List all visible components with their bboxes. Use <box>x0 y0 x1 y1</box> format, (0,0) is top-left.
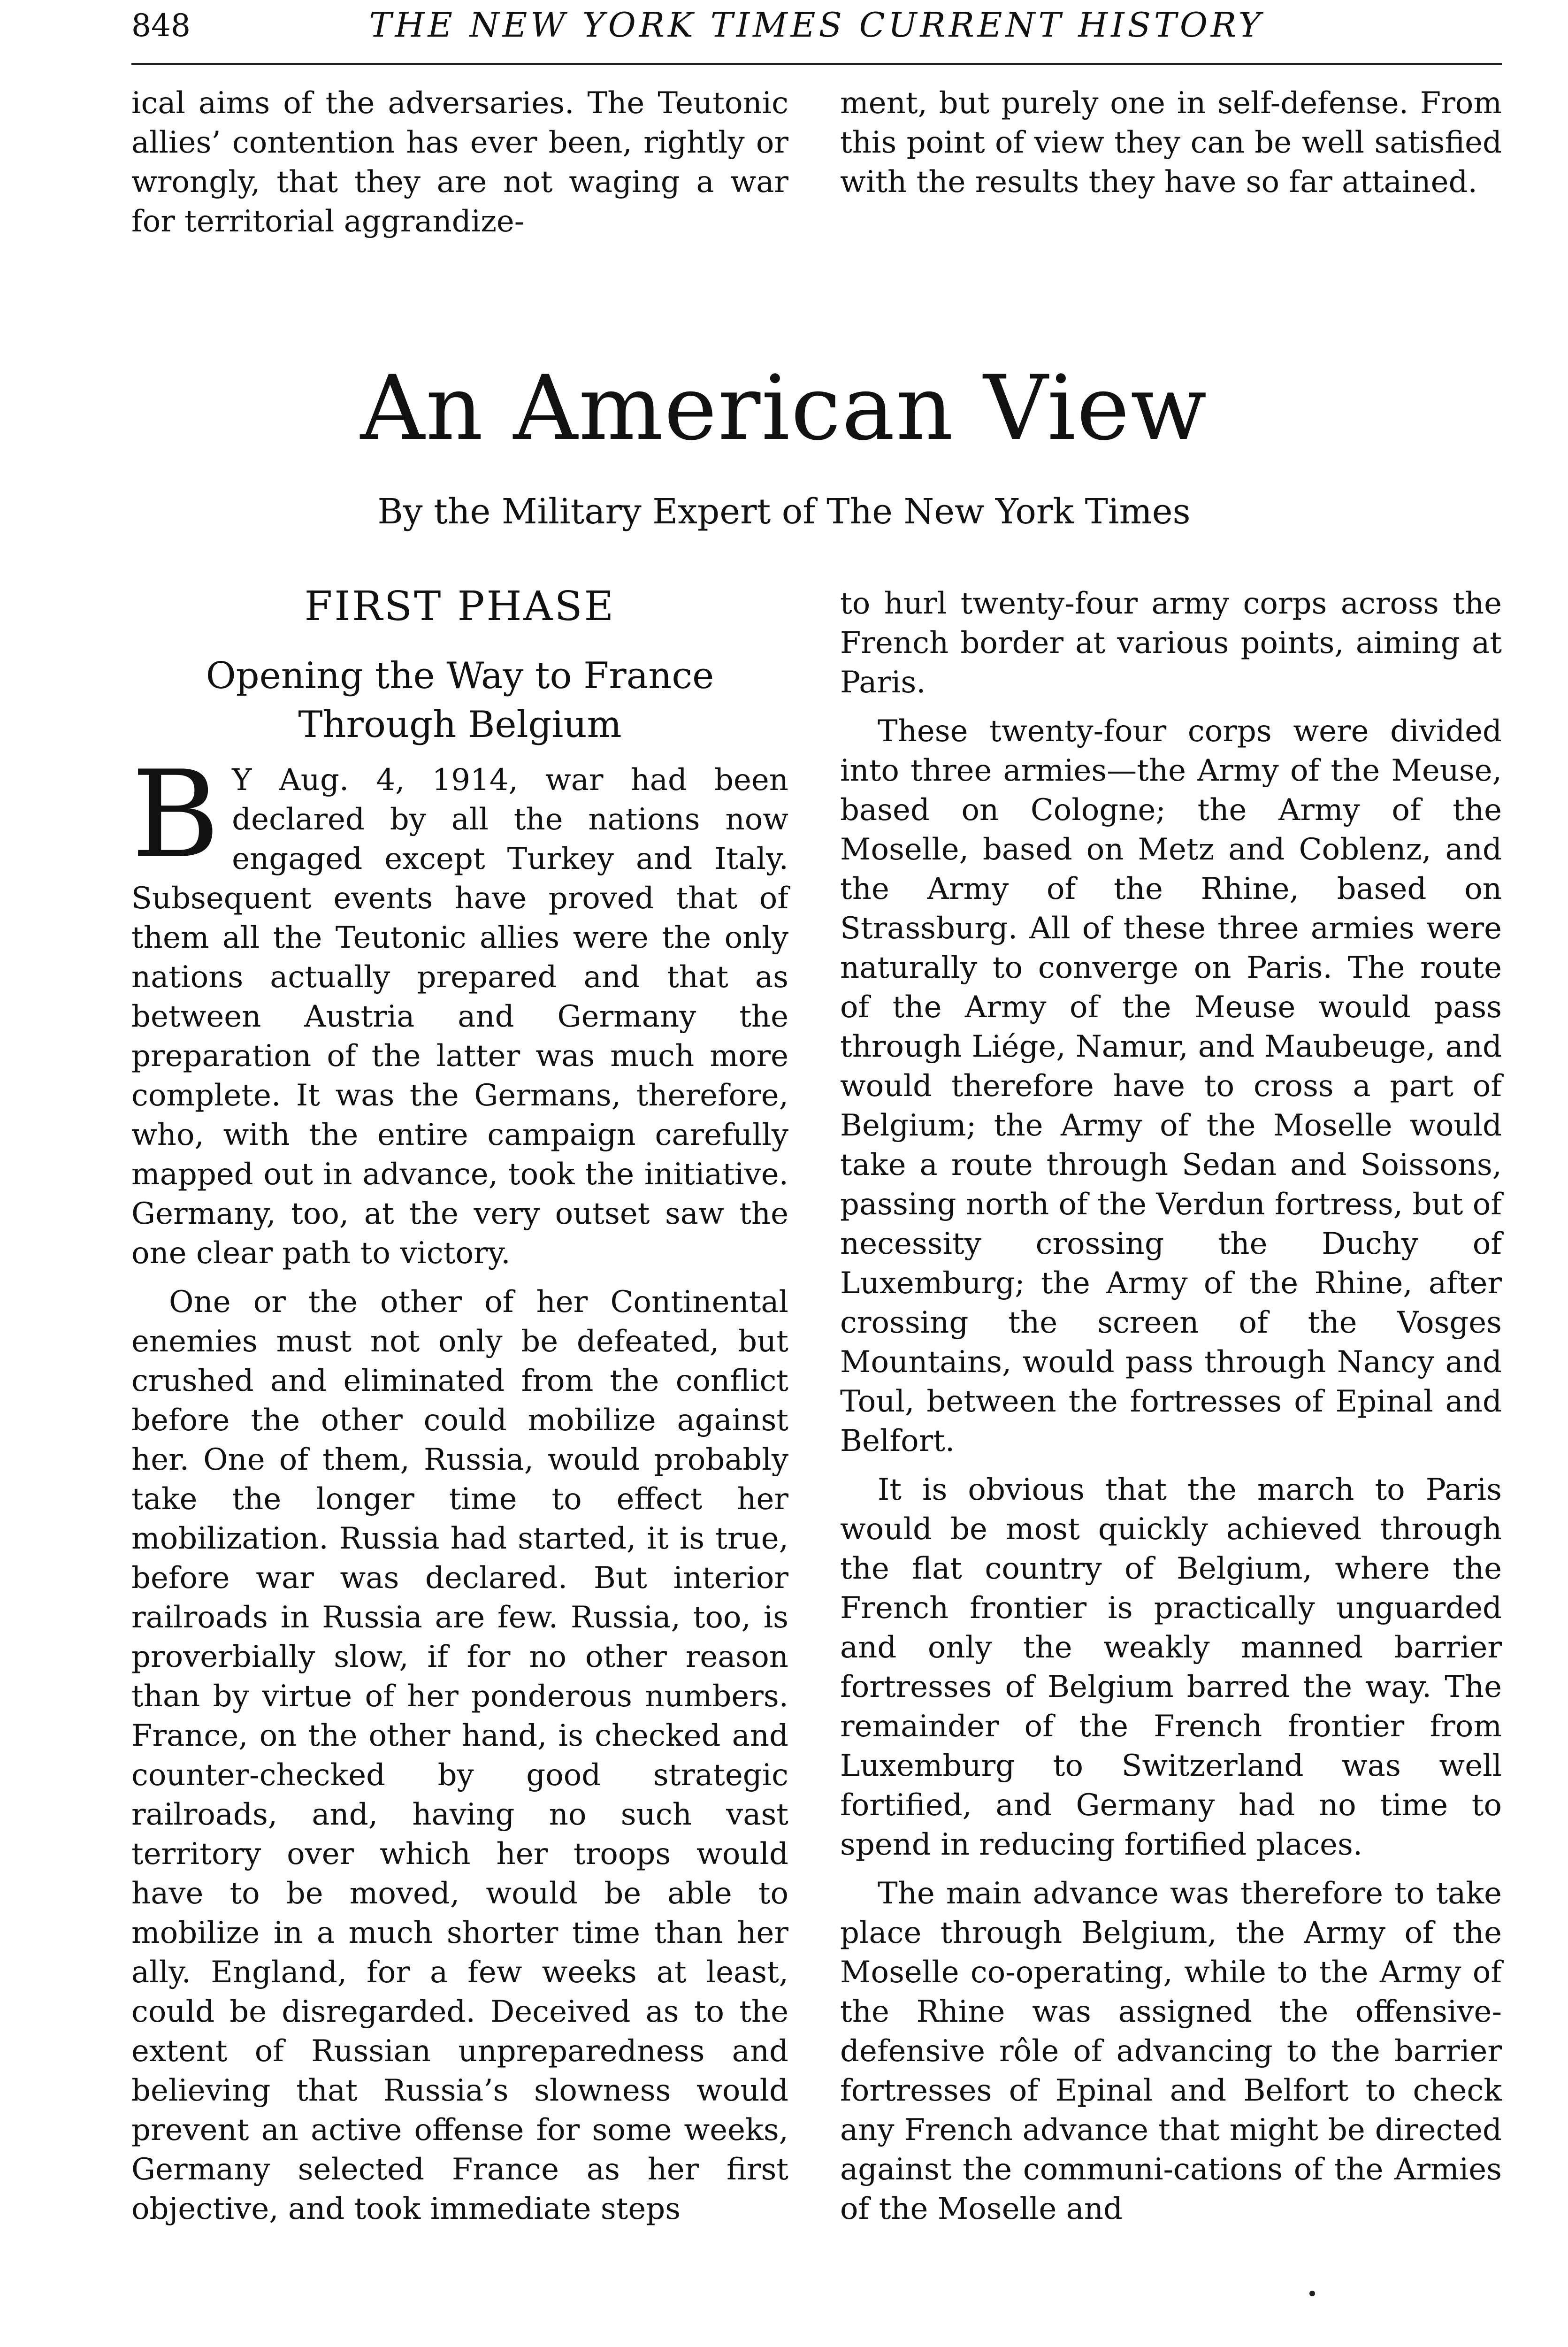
print-speck <box>1309 2291 1315 2296</box>
body-paragraph: The main advance was therefore to take place through Belgium, the Army of the Moselle co-operating, while to the Army of the Rhine was assigned the offensive-defensive rôle of advancing to the barrier fortresses of Epinal and Belfort to check any French advance that might be directed against the communi-cations of the Armies of the Moselle and <box>840 1876 1502 2226</box>
continuation-left-text: ical aims of the adversaries. The Teutonic allies’ contention has ever been, rightly or wrongly, that they are not waging a war for territorial aggrandize- <box>131 86 788 239</box>
continuation-right-column <box>840 84 1502 202</box>
body-paragraph-continued: to hurl twenty-four army corps across the French border at various points, aiming at Paris. <box>840 586 1502 700</box>
body-paragraph: These twenty-four corps were divided into three armies—the Army of the Meuse, based on Cologne; the Army of the Moselle, based on Metz and Coblenz, and the Army of the Rhine, based on Strassburg. All of these three armies were naturally to converge on Paris. The route of the Army of the Meuse would pass through Liége, Namur, and Maubeuge, and would therefore have to cross a part of Belgium; the Army of the Moselle would take a route through Sedan and Soissons, passing north of the Verdun fortress, but of necessity crossing the Duchy of Luxemburg; the Army of the Rhine, after crossing the screen of the Vosges Mountains, would pass through Nancy and Toul, between the fortresses of Epinal and Belfort. <box>840 714 1502 1458</box>
continuation-right-text: ment, but purely one in self-defense. From this point of view they can be well satisfied with the results they have so far attained. <box>840 86 1502 199</box>
article-title: An American View <box>360 356 1208 460</box>
running-head <box>131 4 1502 55</box>
article-left-column <box>131 745 788 2229</box>
drop-cap: B <box>131 745 220 885</box>
journal-title: THE NEW YORK TIMES CURRENT HISTORY <box>369 5 1264 45</box>
section-subheading: Opening the Way to France Through Belgium <box>206 655 714 746</box>
article-right-column <box>840 584 1502 2229</box>
opening-paragraph <box>131 745 788 1273</box>
header-rule <box>131 63 1502 65</box>
article-byline: By the Military Expert of The New York Times <box>377 491 1191 532</box>
body-paragraph: It is obvious that the march to Paris would be most quickly achieved through the flat country of Belgium, where the French frontier is practically unguarded and only the weakly manned barrier fortresses of Belgium barred the way. The remainder of the French frontier from Luxemburg to Switzerland was well fortified, and Germany had no time to spend in reducing fortified places. <box>840 1473 1502 1862</box>
continuation-left-column <box>131 84 788 241</box>
body-paragraph: One or the other of her Continental enemies must not only be defeated, but crushed and eliminated from the conflict before the other could mobilize against her. One of them, Russia, would probably take the longer time to effect her mobilization. Russia had started, it is true, before war was declared. But interior railroads in Russia are few. Russia, too, is proverbially slow, if for no other reason than by virtue of her ponderous numbers. France, on the other hand, is checked and counter-checked by good strategic railroads, and, having no such vast territory over which her troops would have to be moved, would be able to mobilize in a much shorter time than her ally. England, for a few weeks at least, could be disregarded. Deceived as to the extent of Russian unpreparedness and believing that Russia’s slowness would prevent an active offense for some weeks, Germany selected France as her first objective, and took immediate steps <box>131 1285 788 2226</box>
opening-paragraph-text: Y Aug. 4, 1914, war had been declared by all the nations now engaged except Turkey and Italy. Subsequent events have proved that of them all the Teutonic allies were the only nations actually prepared and that as between Austria and Germany the preparation of the latter was much more complete. It was the Germans, therefore, who, with the entire campaign carefully mapped out in advance, took the initiative. Germany, too, at the very outset saw the one clear path to victory. <box>131 763 788 1271</box>
phase-heading: FIRST PHASE <box>304 583 616 630</box>
page-number: 848 <box>131 8 191 44</box>
